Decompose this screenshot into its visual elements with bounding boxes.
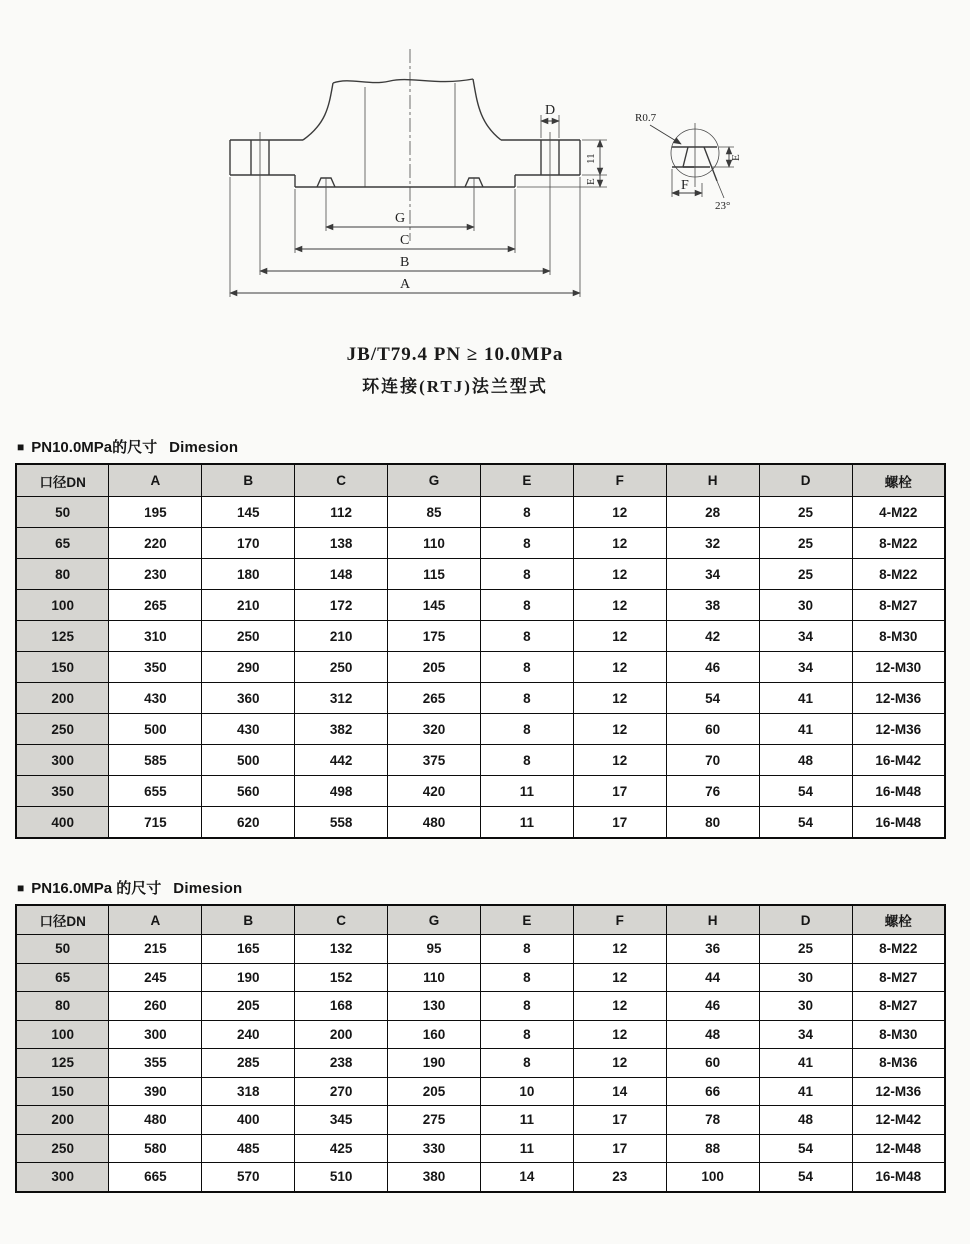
- row-header-cell: 50: [16, 497, 109, 528]
- row-header-cell: 350: [16, 776, 109, 807]
- data-cell: 265: [388, 683, 481, 714]
- data-cell: 275: [388, 1106, 481, 1135]
- column-header: 口径DN: [16, 464, 109, 497]
- data-cell: 12-M36: [852, 714, 945, 745]
- dimension-table-pn16: [15, 904, 946, 1193]
- data-cell: 8: [480, 963, 573, 992]
- data-cell: 34: [759, 621, 852, 652]
- table-row: [16, 1049, 945, 1078]
- column-header: E: [480, 905, 573, 935]
- data-cell: 25: [759, 935, 852, 964]
- table-row: [16, 621, 945, 652]
- table-row: [16, 652, 945, 683]
- data-cell: 500: [202, 745, 295, 776]
- row-header-cell: 100: [16, 1020, 109, 1049]
- data-cell: 16-M48: [852, 776, 945, 807]
- data-cell: 558: [295, 807, 388, 839]
- data-cell: 220: [109, 528, 202, 559]
- data-cell: 8-M22: [852, 559, 945, 590]
- data-cell: 320: [388, 714, 481, 745]
- data-cell: 12: [573, 559, 666, 590]
- data-cell: 12: [573, 497, 666, 528]
- column-header: A: [109, 905, 202, 935]
- data-cell: 290: [202, 652, 295, 683]
- data-cell: 265: [109, 590, 202, 621]
- dim-label-e-side: E: [585, 178, 597, 185]
- data-cell: 48: [759, 1106, 852, 1135]
- data-cell: 41: [759, 1077, 852, 1106]
- data-cell: 115: [388, 559, 481, 590]
- data-cell: 16-M48: [852, 1163, 945, 1192]
- row-header-cell: 200: [16, 1106, 109, 1135]
- data-cell: 25: [759, 497, 852, 528]
- data-cell: 25: [759, 559, 852, 590]
- data-cell: 54: [759, 807, 852, 839]
- table-row: [16, 935, 945, 964]
- column-header: A: [109, 464, 202, 497]
- column-header: E: [480, 464, 573, 497]
- data-cell: 41: [759, 683, 852, 714]
- data-cell: 420: [388, 776, 481, 807]
- table-row: [16, 1163, 945, 1192]
- data-cell: 8: [480, 992, 573, 1021]
- data-cell: 168: [295, 992, 388, 1021]
- table-row: [16, 963, 945, 992]
- column-header: C: [295, 905, 388, 935]
- data-cell: 8: [480, 497, 573, 528]
- column-header: F: [573, 464, 666, 497]
- square-bullet-icon: ■: [17, 440, 25, 454]
- data-cell: 240: [202, 1020, 295, 1049]
- data-cell: 54: [759, 776, 852, 807]
- data-cell: 17: [573, 1106, 666, 1135]
- data-cell: 145: [202, 497, 295, 528]
- data-cell: 172: [295, 590, 388, 621]
- table-row: [16, 992, 945, 1021]
- dim-label-g: G: [395, 211, 406, 226]
- data-cell: 11: [480, 776, 573, 807]
- dim-label-d: D: [545, 103, 556, 118]
- data-cell: 54: [759, 1163, 852, 1192]
- data-cell: 485: [202, 1134, 295, 1163]
- column-header: 口径DN: [16, 905, 109, 935]
- data-cell: 620: [202, 807, 295, 839]
- data-cell: 8: [480, 1049, 573, 1078]
- data-cell: 500: [109, 714, 202, 745]
- data-cell: 570: [202, 1163, 295, 1192]
- data-cell: 76: [666, 776, 759, 807]
- column-header: F: [573, 905, 666, 935]
- data-cell: 442: [295, 745, 388, 776]
- data-cell: 78: [666, 1106, 759, 1135]
- data-cell: 480: [109, 1106, 202, 1135]
- data-cell: 46: [666, 992, 759, 1021]
- data-cell: 585: [109, 745, 202, 776]
- data-cell: 28: [666, 497, 759, 528]
- data-cell: 41: [759, 1049, 852, 1078]
- data-cell: 190: [388, 1049, 481, 1078]
- data-cell: 60: [666, 1049, 759, 1078]
- data-cell: 54: [759, 1134, 852, 1163]
- column-header: D: [759, 905, 852, 935]
- data-cell: 23: [573, 1163, 666, 1192]
- table-row: [16, 1020, 945, 1049]
- data-cell: 12: [573, 745, 666, 776]
- table-row: [16, 745, 945, 776]
- data-cell: 238: [295, 1049, 388, 1078]
- data-cell: 250: [295, 652, 388, 683]
- data-cell: 8: [480, 590, 573, 621]
- data-cell: 48: [759, 745, 852, 776]
- data-cell: 480: [388, 807, 481, 839]
- data-cell: 430: [109, 683, 202, 714]
- column-header: H: [666, 464, 759, 497]
- data-cell: 8-M30: [852, 1020, 945, 1049]
- data-cell: 380: [388, 1163, 481, 1192]
- header-row: [16, 905, 945, 935]
- title-block: [0, 344, 910, 397]
- column-header: B: [202, 464, 295, 497]
- table-row: [16, 590, 945, 621]
- data-cell: 355: [109, 1049, 202, 1078]
- data-cell: 12: [573, 1020, 666, 1049]
- column-header: 螺栓: [852, 905, 945, 935]
- data-cell: 48: [666, 1020, 759, 1049]
- data-cell: 80: [666, 807, 759, 839]
- data-cell: 44: [666, 963, 759, 992]
- data-cell: 345: [295, 1106, 388, 1135]
- data-cell: 205: [388, 652, 481, 683]
- data-cell: 510: [295, 1163, 388, 1192]
- flange-type-title: 环连接(RTJ)法兰型式: [362, 377, 548, 396]
- table-row: [16, 559, 945, 590]
- data-cell: 400: [202, 1106, 295, 1135]
- data-cell: 8: [480, 683, 573, 714]
- data-cell: 130: [388, 992, 481, 1021]
- data-cell: 12: [573, 1049, 666, 1078]
- data-cell: 12: [573, 992, 666, 1021]
- data-cell: 8-M30: [852, 621, 945, 652]
- row-header-cell: 150: [16, 1077, 109, 1106]
- column-header: D: [759, 464, 852, 497]
- flange-drawing-svg: [145, 35, 825, 335]
- data-cell: 138: [295, 528, 388, 559]
- data-cell: 170: [202, 528, 295, 559]
- data-cell: 148: [295, 559, 388, 590]
- data-cell: 8-M22: [852, 935, 945, 964]
- data-cell: 8-M27: [852, 590, 945, 621]
- data-cell: 14: [480, 1163, 573, 1192]
- data-cell: 350: [109, 652, 202, 683]
- data-cell: 30: [759, 992, 852, 1021]
- data-cell: 665: [109, 1163, 202, 1192]
- dim-label-c: C: [400, 233, 410, 248]
- data-cell: 425: [295, 1134, 388, 1163]
- section-heading-pn16: [17, 877, 242, 898]
- row-header-cell: 300: [16, 1163, 109, 1192]
- row-header-cell: 65: [16, 963, 109, 992]
- data-cell: 215: [109, 935, 202, 964]
- dim-label-f: F: [681, 178, 689, 193]
- data-cell: 230: [109, 559, 202, 590]
- data-cell: 41: [759, 714, 852, 745]
- column-header: 螺栓: [852, 464, 945, 497]
- data-cell: 38: [666, 590, 759, 621]
- data-cell: 30: [759, 963, 852, 992]
- dim-label-radius: R0.7: [635, 112, 657, 124]
- column-header: C: [295, 464, 388, 497]
- data-cell: 330: [388, 1134, 481, 1163]
- section-heading-en: Dimesion: [173, 880, 243, 897]
- data-cell: 17: [573, 807, 666, 839]
- data-cell: 85: [388, 497, 481, 528]
- row-header-cell: 80: [16, 992, 109, 1021]
- data-cell: 12-M30: [852, 652, 945, 683]
- data-cell: 11: [480, 807, 573, 839]
- data-cell: 17: [573, 776, 666, 807]
- column-header: H: [666, 905, 759, 935]
- row-header-cell: 250: [16, 714, 109, 745]
- data-cell: 715: [109, 807, 202, 839]
- data-cell: 245: [109, 963, 202, 992]
- section-heading-text: PN10.0MPa的尺寸: [31, 439, 158, 456]
- data-cell: 36: [666, 935, 759, 964]
- data-cell: 210: [202, 590, 295, 621]
- data-cell: 17: [573, 1134, 666, 1163]
- data-cell: 210: [295, 621, 388, 652]
- data-cell: 655: [109, 776, 202, 807]
- data-cell: 34: [666, 559, 759, 590]
- dim-label-a: A: [400, 277, 411, 292]
- data-cell: 112: [295, 497, 388, 528]
- data-cell: 34: [759, 652, 852, 683]
- data-cell: 12: [573, 528, 666, 559]
- data-cell: 16-M42: [852, 745, 945, 776]
- square-bullet-icon: ■: [17, 881, 25, 895]
- data-cell: 300: [109, 1020, 202, 1049]
- dim-label-e-detail: E: [730, 154, 742, 161]
- data-cell: 8: [480, 714, 573, 745]
- data-cell: 205: [202, 992, 295, 1021]
- data-cell: 66: [666, 1077, 759, 1106]
- dim-label-11: 11: [585, 153, 597, 164]
- data-cell: 12: [573, 590, 666, 621]
- row-header-cell: 80: [16, 559, 109, 590]
- data-cell: 8: [480, 652, 573, 683]
- data-cell: 100: [666, 1163, 759, 1192]
- row-header-cell: 65: [16, 528, 109, 559]
- data-cell: 16-M48: [852, 807, 945, 839]
- data-cell: 260: [109, 992, 202, 1021]
- data-cell: 12-M36: [852, 1077, 945, 1106]
- section-heading-en: Dimesion: [169, 439, 239, 456]
- data-cell: 32: [666, 528, 759, 559]
- data-cell: 11: [480, 1134, 573, 1163]
- data-cell: 8: [480, 745, 573, 776]
- data-cell: 312: [295, 683, 388, 714]
- data-cell: 12: [573, 621, 666, 652]
- table-row: [16, 1106, 945, 1135]
- data-cell: 390: [109, 1077, 202, 1106]
- data-cell: 12-M42: [852, 1106, 945, 1135]
- row-header-cell: 125: [16, 621, 109, 652]
- data-cell: 46: [666, 652, 759, 683]
- table-row: [16, 497, 945, 528]
- data-cell: 8: [480, 559, 573, 590]
- section-heading-text: PN16.0MPa 的尺寸: [31, 880, 162, 897]
- row-header-cell: 200: [16, 683, 109, 714]
- data-cell: 12: [573, 963, 666, 992]
- table-row: [16, 683, 945, 714]
- flange-drawing: [145, 35, 825, 335]
- row-header-cell: 250: [16, 1134, 109, 1163]
- data-cell: 12: [573, 652, 666, 683]
- data-cell: 10: [480, 1077, 573, 1106]
- data-cell: 560: [202, 776, 295, 807]
- standard-title: JB/T79.4 PN ≥ 10.0MPa: [346, 344, 564, 365]
- data-cell: 42: [666, 621, 759, 652]
- data-cell: 165: [202, 935, 295, 964]
- data-cell: 25: [759, 528, 852, 559]
- data-cell: 110: [388, 528, 481, 559]
- data-cell: 195: [109, 497, 202, 528]
- data-cell: 8-M36: [852, 1049, 945, 1078]
- data-cell: 30: [759, 590, 852, 621]
- data-cell: 60: [666, 714, 759, 745]
- row-header-cell: 150: [16, 652, 109, 683]
- data-cell: 375: [388, 745, 481, 776]
- data-cell: 11: [480, 1106, 573, 1135]
- data-cell: 175: [388, 621, 481, 652]
- dimension-table-pn10: [15, 463, 946, 839]
- data-cell: 8-M27: [852, 963, 945, 992]
- data-cell: 160: [388, 1020, 481, 1049]
- data-cell: 12: [573, 683, 666, 714]
- table-row: [16, 1077, 945, 1106]
- data-cell: 318: [202, 1077, 295, 1106]
- data-cell: 8-M22: [852, 528, 945, 559]
- data-cell: 360: [202, 683, 295, 714]
- data-cell: 110: [388, 963, 481, 992]
- data-cell: 200: [295, 1020, 388, 1049]
- column-header: G: [388, 905, 481, 935]
- data-cell: 145: [388, 590, 481, 621]
- table-row: [16, 528, 945, 559]
- data-cell: 132: [295, 935, 388, 964]
- data-cell: 8: [480, 1020, 573, 1049]
- data-cell: 8-M27: [852, 992, 945, 1021]
- data-cell: 180: [202, 559, 295, 590]
- column-header: B: [202, 905, 295, 935]
- data-cell: 95: [388, 935, 481, 964]
- data-cell: 205: [388, 1077, 481, 1106]
- data-cell: 8: [480, 935, 573, 964]
- dim-label-angle: 23°: [715, 200, 731, 212]
- data-cell: 310: [109, 621, 202, 652]
- table-row: [16, 714, 945, 745]
- data-cell: 4-M22: [852, 497, 945, 528]
- data-cell: 12-M36: [852, 683, 945, 714]
- table-row: [16, 776, 945, 807]
- row-header-cell: 50: [16, 935, 109, 964]
- data-cell: 8: [480, 621, 573, 652]
- column-header: G: [388, 464, 481, 497]
- data-cell: 250: [202, 621, 295, 652]
- header-row: [16, 464, 945, 497]
- table-row: [16, 807, 945, 839]
- section-heading-pn10: [17, 436, 238, 457]
- data-cell: 12-M48: [852, 1134, 945, 1163]
- data-cell: 88: [666, 1134, 759, 1163]
- data-cell: 152: [295, 963, 388, 992]
- data-cell: 285: [202, 1049, 295, 1078]
- data-cell: 34: [759, 1020, 852, 1049]
- dim-label-b: B: [400, 255, 410, 270]
- data-cell: 382: [295, 714, 388, 745]
- data-cell: 70: [666, 745, 759, 776]
- data-cell: 54: [666, 683, 759, 714]
- data-cell: 270: [295, 1077, 388, 1106]
- data-cell: 12: [573, 935, 666, 964]
- data-cell: 8: [480, 528, 573, 559]
- row-header-cell: 100: [16, 590, 109, 621]
- row-header-cell: 400: [16, 807, 109, 839]
- data-cell: 14: [573, 1077, 666, 1106]
- row-header-cell: 125: [16, 1049, 109, 1078]
- data-cell: 190: [202, 963, 295, 992]
- data-cell: 12: [573, 714, 666, 745]
- row-header-cell: 300: [16, 745, 109, 776]
- table-row: [16, 1134, 945, 1163]
- data-cell: 430: [202, 714, 295, 745]
- data-cell: 498: [295, 776, 388, 807]
- data-cell: 580: [109, 1134, 202, 1163]
